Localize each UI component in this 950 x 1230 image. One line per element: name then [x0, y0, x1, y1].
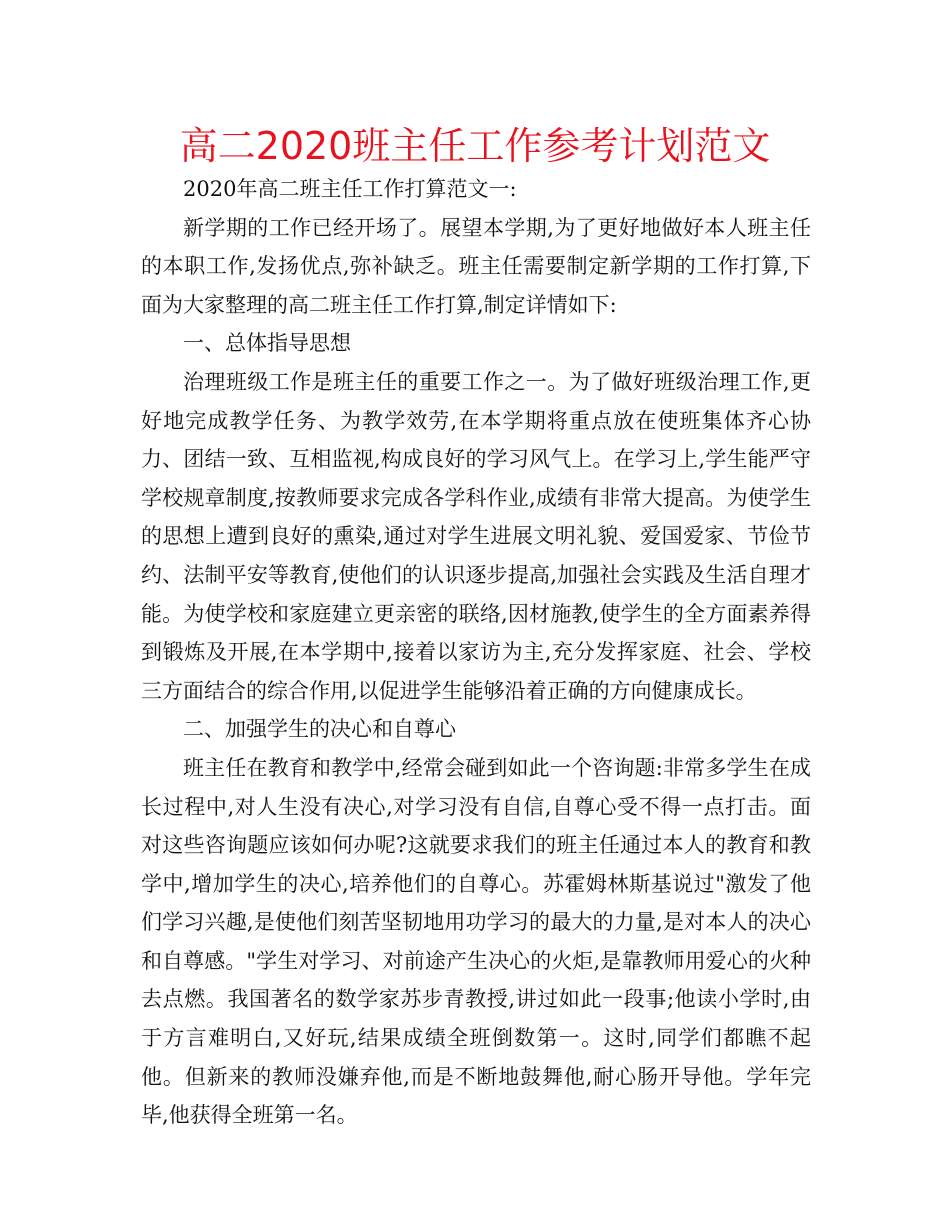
- paragraph-section-1: 治理班级工作是班主任的重要工作之一。为了做好班级治理工作,更好地完成教学任务、为教学效劳,在本学期将重点放在使班集体齐心协力、团结一致、互相监视,构成良好的学习风气上。在学习上,学生能严守学校规章制度,按教师要求完成各学科作业,成绩有非常大提高。为使学生的思想上遭到良好的熏染,通过对学生进展文明礼貌、爱国爱家、节俭节约、法制平安等教育,使他们的认识逐步提高,加强社会实践及生活自理才能。为使学校和家庭建立更亲密的联络,因材施教,使学生的全方面素养得到锻炼及开展,在本学期中,接着以家访为主,充分发挥家庭、社会、学校三方面结合的综合作用,以促进学生能够沿着正确的方向健康成长。: [141, 369, 811, 703]
- paragraph-intro: 2020年高二班主任工作打算范文一:: [183, 177, 517, 201]
- document-body: [141, 170, 811, 1135]
- document-title: 高二2020班主任工作参考计划范文: [179, 124, 771, 168]
- paragraph-opening: 新学期的工作已经开场了。展望本学期,为了更好地做好本人班主任的本职工作,发扬优点,弥补缺乏。班主任需要制定新学期的工作打算,下面为大家整理的高二班主任工作打算,制定详情如下:: [141, 215, 811, 317]
- section-heading-2: 二、加强学生的决心和自尊心: [183, 717, 456, 742]
- section-heading-1: 一、总体指导思想: [183, 331, 351, 356]
- paragraph-section-2: 班主任在教育和教学中,经常会碰到如此一个咨询题:非常多学生在成长过程中,对人生没有决心,对学习没有自信,自尊心受不得一点打击。面对这些咨询题应该如何办呢?这就要求我们的班主任通过本人的教育和教学中,增加学生的决心,培养他们的自尊心。苏霍姆林斯基说过"激发了他们学习兴趣,是使他们刻苦坚韧地用功学习的最大的力量,是对本人的决心和自尊感。"学生对学习、对前途产生决心的火炬,是靠教师用爱心的火种去点燃。我国著名的数学家苏步青教授,讲过如此一段事;他读小学时,由于方言难明白,又好玩,结果成绩全班倒数第一。这时,同学们都瞧不起他。但新来的教师没嫌弃他,而是不断地鼓舞他,耐心肠开导他。学年完毕,他获得全班第一名。: [141, 755, 811, 1128]
